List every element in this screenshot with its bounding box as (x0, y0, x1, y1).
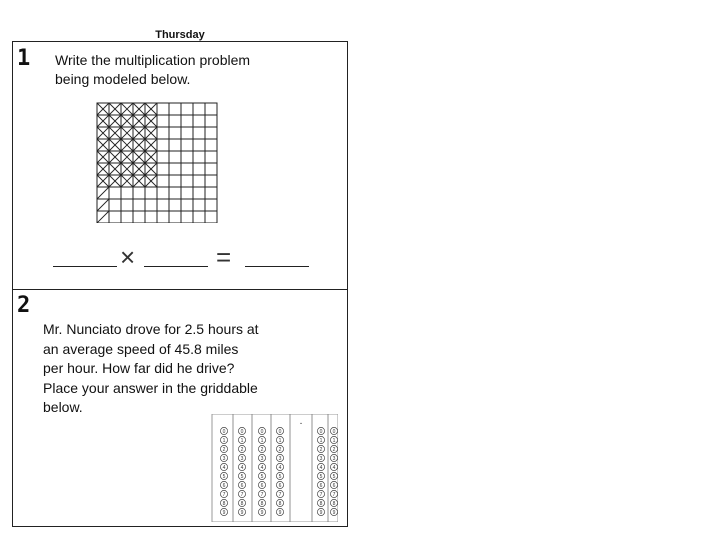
svg-text:0: 0 (222, 429, 226, 435)
model-cell (109, 163, 121, 175)
question-2-line-2: an average speed of 45.8 miles (43, 340, 239, 357)
model-cell (205, 187, 217, 199)
svg-text:3: 3 (260, 456, 264, 462)
griddable-bubble[interactable] (330, 490, 337, 498)
svg-text:5: 5 (240, 474, 244, 480)
model-cell (121, 163, 133, 175)
model-cell (205, 127, 217, 139)
svg-text:4: 4 (278, 465, 282, 471)
svg-text:5: 5 (332, 474, 336, 480)
griddable-bubble[interactable] (330, 436, 337, 444)
griddable-bubble[interactable] (317, 472, 324, 480)
griddable-bubble[interactable] (317, 490, 324, 498)
model-cell (193, 151, 205, 163)
griddable-bubble[interactable] (330, 472, 337, 480)
griddable-bubble[interactable] (276, 499, 283, 507)
svg-text:1: 1 (222, 438, 226, 444)
question-1-prompt (55, 51, 315, 89)
model-cell (121, 151, 133, 163)
model-cell (181, 103, 193, 115)
model-cell (169, 139, 181, 151)
svg-text:0: 0 (332, 429, 336, 435)
factor-1-blank[interactable] (53, 266, 117, 267)
model-cell (205, 115, 217, 127)
svg-text:6: 6 (222, 483, 226, 489)
griddable-bubble[interactable] (220, 472, 227, 480)
model-cell (193, 211, 205, 223)
griddable-decimal-mark: . (299, 416, 303, 427)
model-cell (133, 199, 145, 211)
model-cell (121, 103, 133, 115)
griddable-bubble[interactable] (258, 490, 265, 498)
model-cell (205, 175, 217, 187)
griddable-bubble[interactable] (276, 445, 283, 453)
model-cell (97, 151, 109, 163)
model-cell (205, 211, 217, 223)
model-cell (121, 127, 133, 139)
svg-text:1: 1 (240, 438, 244, 444)
question-2-line-5: below. (43, 399, 83, 415)
griddable-bubble[interactable] (220, 508, 227, 516)
model-cell (181, 115, 193, 127)
griddable-bubble[interactable] (330, 445, 337, 453)
griddable-bubble[interactable] (258, 499, 265, 507)
griddable-bubble[interactable] (258, 454, 265, 462)
model-cell (109, 187, 121, 199)
griddable-bubble[interactable] (220, 454, 227, 462)
model-cell (181, 139, 193, 151)
model-cell (145, 187, 157, 199)
griddable-bubble[interactable] (258, 481, 265, 489)
model-cell (109, 103, 121, 115)
griddable-bubble[interactable] (317, 508, 324, 516)
svg-text:5: 5 (319, 474, 323, 480)
model-cell (133, 103, 145, 115)
svg-text:9: 9 (260, 510, 264, 516)
griddable-bubble[interactable] (317, 463, 324, 471)
model-cell (169, 175, 181, 187)
model-cell (205, 151, 217, 163)
svg-text:2: 2 (332, 447, 336, 453)
day-title: Thursday (155, 29, 205, 41)
model-cell (97, 199, 109, 211)
svg-text:7: 7 (240, 492, 244, 498)
svg-text:2: 2 (222, 447, 226, 453)
model-cell (97, 139, 109, 151)
griddable-bubble[interactable] (238, 454, 245, 462)
svg-text:3: 3 (278, 456, 282, 462)
griddable-bubble[interactable] (238, 463, 245, 471)
model-cell (181, 199, 193, 211)
question-1-line-2: being modeled below. (55, 71, 191, 87)
model-cell (181, 163, 193, 175)
svg-text:4: 4 (222, 465, 226, 471)
model-cell (157, 175, 169, 187)
svg-text:7: 7 (319, 492, 323, 498)
model-cell (193, 199, 205, 211)
svg-text:7: 7 (278, 492, 282, 498)
svg-text:6: 6 (332, 483, 336, 489)
svg-text:2: 2 (240, 447, 244, 453)
griddable-bubble[interactable] (276, 472, 283, 480)
svg-text:8: 8 (319, 501, 323, 507)
griddable-bubble[interactable] (258, 436, 265, 444)
griddable-bubble[interactable] (238, 436, 245, 444)
model-cell (97, 175, 109, 187)
svg-text:1: 1 (319, 438, 323, 444)
model-cell (181, 175, 193, 187)
model-cell (109, 175, 121, 187)
svg-text:2: 2 (278, 447, 282, 453)
model-cell (169, 187, 181, 199)
model-cell (109, 151, 121, 163)
model-cell (193, 187, 205, 199)
model-cell (109, 139, 121, 151)
svg-text:8: 8 (240, 501, 244, 507)
model-cell (157, 127, 169, 139)
model-cell (193, 175, 205, 187)
model-cell (205, 199, 217, 211)
model-cell (109, 199, 121, 211)
griddable-bubble[interactable] (220, 490, 227, 498)
model-cell (121, 187, 133, 199)
svg-text:4: 4 (319, 465, 323, 471)
model-cell (133, 187, 145, 199)
model-cell (193, 139, 205, 151)
model-cell (205, 163, 217, 175)
model-cell (133, 211, 145, 223)
model-cell (109, 127, 121, 139)
svg-text:8: 8 (260, 501, 264, 507)
model-cell (97, 103, 109, 115)
svg-text:0: 0 (319, 429, 323, 435)
question-2-line-1: Mr. Nunciato drove for 2.5 hours at (43, 321, 259, 337)
model-cell (97, 115, 109, 127)
model-cell (205, 103, 217, 115)
model-cell (145, 163, 157, 175)
model-cell (133, 127, 145, 139)
model-cell (145, 151, 157, 163)
svg-text:5: 5 (278, 474, 282, 480)
griddable-bubble[interactable] (317, 499, 324, 507)
griddable-bubble[interactable] (317, 427, 324, 435)
griddable-bubble[interactable] (258, 463, 265, 471)
svg-text:8: 8 (278, 501, 282, 507)
griddable-bubble[interactable] (330, 463, 337, 471)
svg-text:5: 5 (260, 474, 264, 480)
griddable-bubble[interactable] (330, 427, 337, 435)
svg-text:3: 3 (332, 456, 336, 462)
model-cell (133, 139, 145, 151)
svg-text:9: 9 (278, 510, 282, 516)
hundred-grid-model (95, 101, 219, 223)
question-2-number: 2 (17, 293, 31, 318)
griddable-bubble[interactable] (238, 427, 245, 435)
model-cell (157, 139, 169, 151)
model-cell (205, 139, 217, 151)
griddable-bubble[interactable] (238, 490, 245, 498)
svg-text:9: 9 (319, 510, 323, 516)
svg-text:7: 7 (332, 492, 336, 498)
griddable-bubble[interactable] (220, 463, 227, 471)
svg-text:8: 8 (332, 501, 336, 507)
svg-text:7: 7 (260, 492, 264, 498)
griddable-bubble[interactable] (330, 481, 337, 489)
svg-text:1: 1 (332, 438, 336, 444)
griddable-bubble[interactable] (276, 454, 283, 462)
griddable-bubble[interactable] (276, 490, 283, 498)
model-cell (193, 163, 205, 175)
griddable-answer[interactable] (204, 414, 338, 522)
griddable-bubble[interactable] (258, 427, 265, 435)
question-1-number: 1 (17, 46, 31, 71)
model-cell (133, 151, 145, 163)
svg-text:0: 0 (260, 429, 264, 435)
griddable-bubble[interactable] (276, 436, 283, 444)
equals-symbol: = (216, 242, 232, 272)
model-cell (157, 103, 169, 115)
svg-text:5: 5 (222, 474, 226, 480)
model-cell (157, 151, 169, 163)
model-cell (181, 211, 193, 223)
model-cell (133, 115, 145, 127)
model-cell (109, 211, 121, 223)
svg-text:9: 9 (222, 510, 226, 516)
svg-text:3: 3 (240, 456, 244, 462)
model-cell (97, 163, 109, 175)
svg-text:4: 4 (260, 465, 264, 471)
griddable-bubble[interactable] (220, 436, 227, 444)
svg-text:7: 7 (222, 492, 226, 498)
model-cell (181, 127, 193, 139)
svg-text:2: 2 (319, 447, 323, 453)
product-blank[interactable] (245, 266, 309, 267)
griddable-bubble[interactable] (238, 508, 245, 516)
griddable-bubble[interactable] (276, 427, 283, 435)
griddable-bubble[interactable] (238, 481, 245, 489)
griddable-bubble[interactable] (258, 445, 265, 453)
model-cell (145, 211, 157, 223)
model-cell (145, 103, 157, 115)
model-cell (157, 211, 169, 223)
model-cell (157, 115, 169, 127)
svg-text:1: 1 (260, 438, 264, 444)
model-cell (97, 211, 109, 223)
svg-text:8: 8 (222, 501, 226, 507)
model-cell (193, 127, 205, 139)
svg-text:2: 2 (260, 447, 264, 453)
griddable-bubble[interactable] (238, 499, 245, 507)
griddable-bubble[interactable] (276, 463, 283, 471)
griddable-bubble[interactable] (276, 481, 283, 489)
griddable-bubble[interactable] (238, 445, 245, 453)
svg-text:6: 6 (319, 483, 323, 489)
model-cell (121, 139, 133, 151)
question-2-prompt (43, 320, 303, 418)
factor-2-blank[interactable] (144, 266, 208, 267)
model-cell (133, 163, 145, 175)
times-symbol: × (120, 242, 136, 272)
griddable-bubble[interactable] (220, 499, 227, 507)
svg-text:6: 6 (240, 483, 244, 489)
model-cell (169, 151, 181, 163)
model-cell (121, 115, 133, 127)
griddable-bubble[interactable] (276, 508, 283, 516)
svg-text:4: 4 (240, 465, 244, 471)
model-cell (97, 187, 109, 199)
model-cell (145, 175, 157, 187)
model-cell (121, 199, 133, 211)
svg-text:9: 9 (332, 510, 336, 516)
griddable-bubble[interactable] (238, 472, 245, 480)
svg-text:9: 9 (240, 510, 244, 516)
svg-text:0: 0 (240, 429, 244, 435)
model-cell (169, 103, 181, 115)
griddable-bubble[interactable] (258, 508, 265, 516)
question-2-line-4: Place your answer in the griddable (43, 379, 258, 396)
griddable-bubble[interactable] (317, 436, 324, 444)
griddable-bubble[interactable] (220, 481, 227, 489)
svg-text:6: 6 (260, 483, 264, 489)
model-cell (157, 199, 169, 211)
svg-text:6: 6 (278, 483, 282, 489)
model-cell (145, 139, 157, 151)
multiplication-equation (51, 244, 321, 274)
svg-text:3: 3 (222, 456, 226, 462)
griddable-bubble[interactable] (220, 427, 227, 435)
model-cell (169, 199, 181, 211)
model-cell (181, 151, 193, 163)
model-cell (157, 163, 169, 175)
model-cell (169, 115, 181, 127)
model-cell (169, 163, 181, 175)
griddable-bubble[interactable] (317, 445, 324, 453)
svg-text:4: 4 (332, 465, 336, 471)
model-cell (145, 199, 157, 211)
model-cell (169, 127, 181, 139)
worksheet-panel (12, 41, 348, 527)
model-cell (121, 175, 133, 187)
griddable-bubble[interactable] (330, 499, 337, 507)
griddable-bubble[interactable] (317, 454, 324, 462)
question-1-line-1: Write the multiplication problem (55, 52, 251, 68)
question-2-line-3: per hour. How far did he drive? (43, 360, 235, 376)
griddable-bubble[interactable] (220, 445, 227, 453)
svg-text:1: 1 (278, 438, 282, 444)
model-cell (157, 187, 169, 199)
griddable-bubble[interactable] (330, 454, 337, 462)
question-divider (13, 289, 347, 290)
model-cell (145, 127, 157, 139)
svg-text:3: 3 (319, 456, 323, 462)
griddable-bubble[interactable] (330, 508, 337, 516)
griddable-bubble[interactable] (317, 481, 324, 489)
griddable-bubble[interactable] (258, 472, 265, 480)
model-cell (193, 115, 205, 127)
model-cell (181, 187, 193, 199)
model-cell (169, 211, 181, 223)
model-cell (145, 115, 157, 127)
model-cell (121, 211, 133, 223)
model-cell (193, 103, 205, 115)
model-cell (97, 127, 109, 139)
model-cell (109, 115, 121, 127)
model-cell (133, 175, 145, 187)
svg-text:0: 0 (278, 429, 282, 435)
